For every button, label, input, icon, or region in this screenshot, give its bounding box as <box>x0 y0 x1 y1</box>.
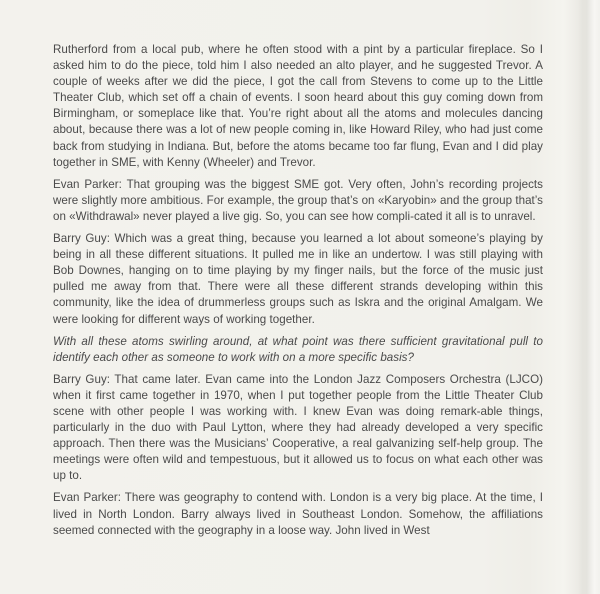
paragraph-evan-parker-geography: Evan Parker: There was geography to contend with. London is a very big place. At the time, I lived in North London. Barry always lived in Southeast London. Somehow, the affiliations seemed connected with the geography in a loose way. John lived in West <box>53 491 543 537</box>
paragraph-evan-parker-sme: Evan Parker: That grouping was the biggest SME got. Very often, John’s recording projects were slightly more ambitious. For example, the group that’s on «Karyobin» and the group that’s on «Withdrawal» never played a live gig. So, you can see how compli-cated it all is to unravel. <box>53 177 543 223</box>
paragraph-barry-guy-undertow: Barry Guy: Which was a great thing, because you learned a lot about someone’s playing by being in all these different situations. It pulled me in like an undertow. I was still playing with Bob Downes, hanging on to time playing by my finger nails, but the force of the music just pulled me away from that. There were all these different strands developing within this community, like the idea of drummerless groups such as Iskra and the original Amalgam. We were looking for different ways of working together. <box>53 232 543 326</box>
paragraph-rutherford-anecdote: Rutherford from a local pub, where he often stood with a pint by a particular fireplace. So I asked him to do the piece, told him I also needed an alto player, and he suggested Trevor. A couple of weeks after we did the piece, I got the call from Stevens to come up to the Little Theater Club, which set off a chain of events. I soon heard about this guy coming down from Birmingham, or someplace like that. You’re right about all the atoms and molecules dancing about, because there was a lot of new people coming in, like Howard Riley, who had just come back from studying in Indiana. But, before the atoms became too far flung, Evan and I did play together in SME, with Kenny (Wheeler) and Trevor. <box>53 43 543 169</box>
page-gutter-shadow <box>578 0 600 594</box>
interviewer-question: With all these atoms swirling around, at what point was there sufficient gravitational pull to identify each other as someone to work with on a more specific basis? <box>53 334 543 364</box>
interview-text <box>53 42 543 545</box>
paragraph-barry-guy-ljco: Barry Guy: That came later. Evan came into the London Jazz Composers Orchestra (LJCO) when it first came together in 1970, when I put together people from the Little Theater Club scene with other people I was working with. I knew Evan was doing remark-able things, particularly in the duo with Paul Lytton, where they had already developed a very specific approach. Then there was the Musicians’ Cooperative, a real galvanizing self-help group. The meetings were often wild and tempestuous, but it allowed us to focus on what each other was up to. <box>53 372 543 483</box>
